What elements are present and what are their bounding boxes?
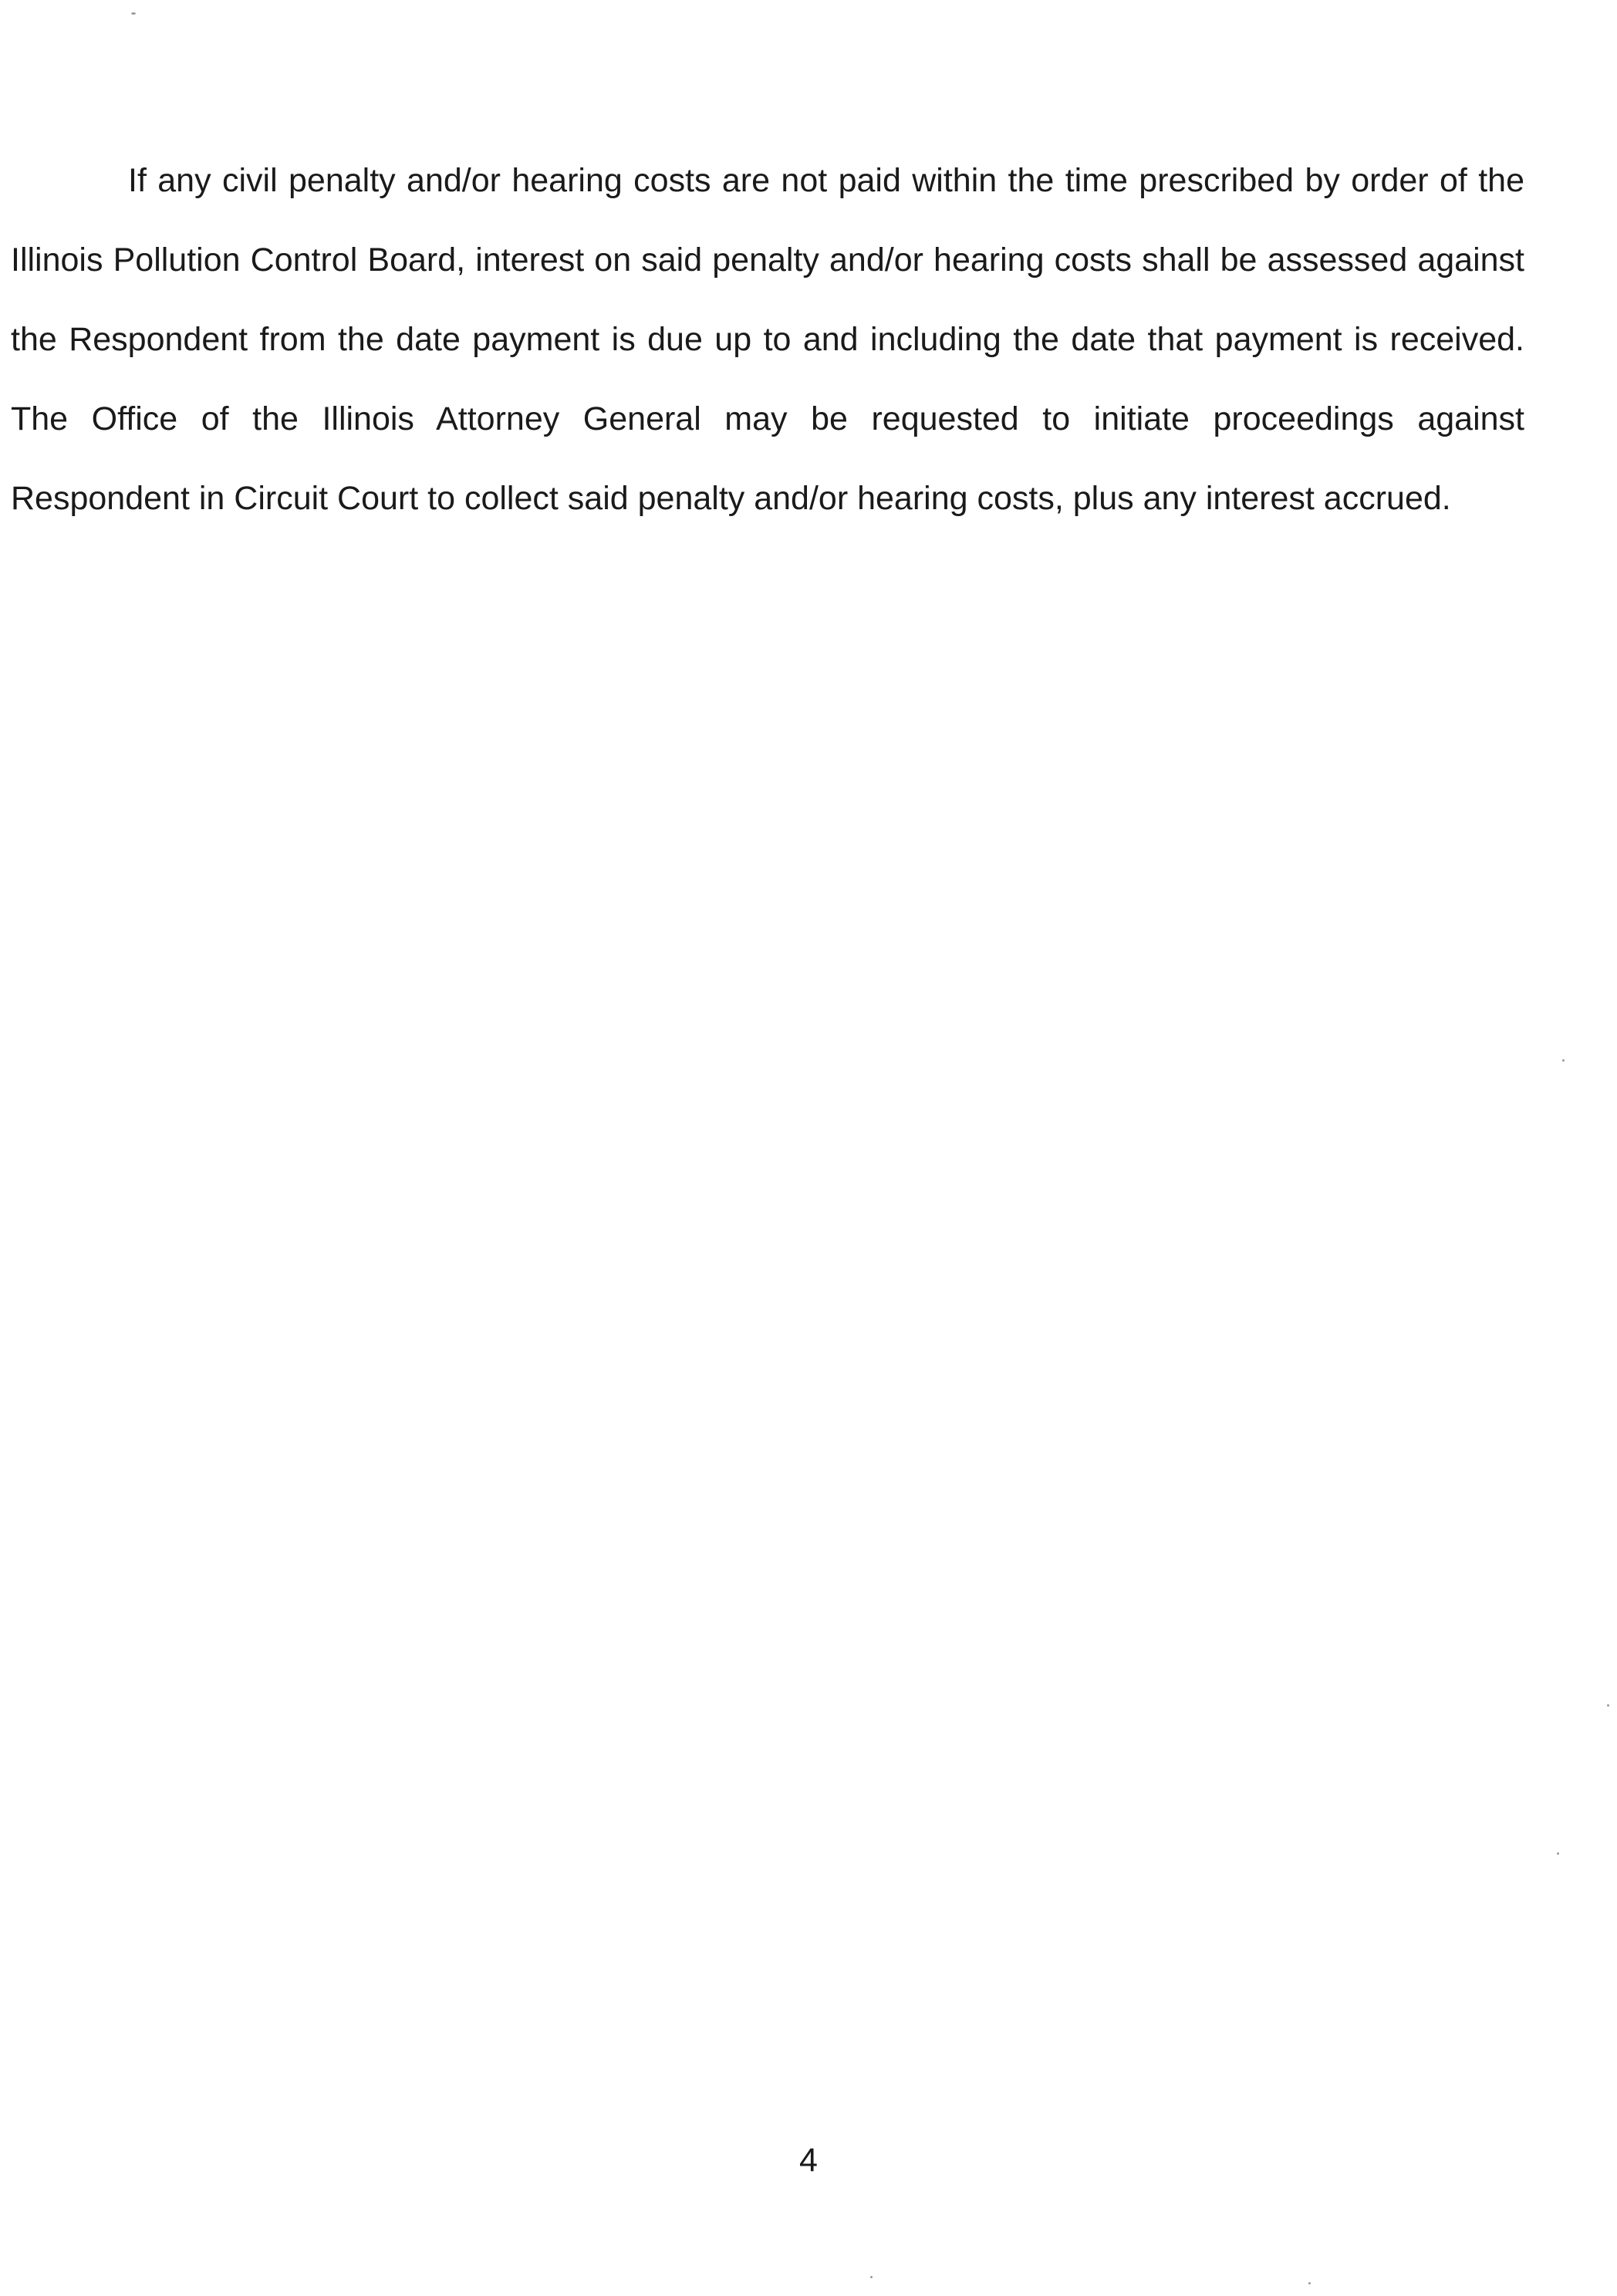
scan-speck <box>131 12 136 15</box>
page-number: 4 <box>799 2142 818 2179</box>
scan-speck <box>1557 1852 1559 1855</box>
scan-speck <box>870 2276 873 2278</box>
scan-speck <box>1607 1704 1609 1707</box>
scan-speck <box>1308 2282 1311 2284</box>
scan-speck <box>1562 1059 1565 1062</box>
body-paragraph: If any civil penalty and/or hearing costs are not paid within the time prescribed by order of the Illinois Pollution Control Board, interest on said penalty and/or hearing costs shall be assessed against the Respondent from the date payment is due up to and including the date that payment is received. The Office of the Illinois Attorney General may be requested to initiate proceedings against Respondent in Circuit Court to collect said penalty and/or hearing costs, plus any interest accrued. <box>11 162 1524 517</box>
